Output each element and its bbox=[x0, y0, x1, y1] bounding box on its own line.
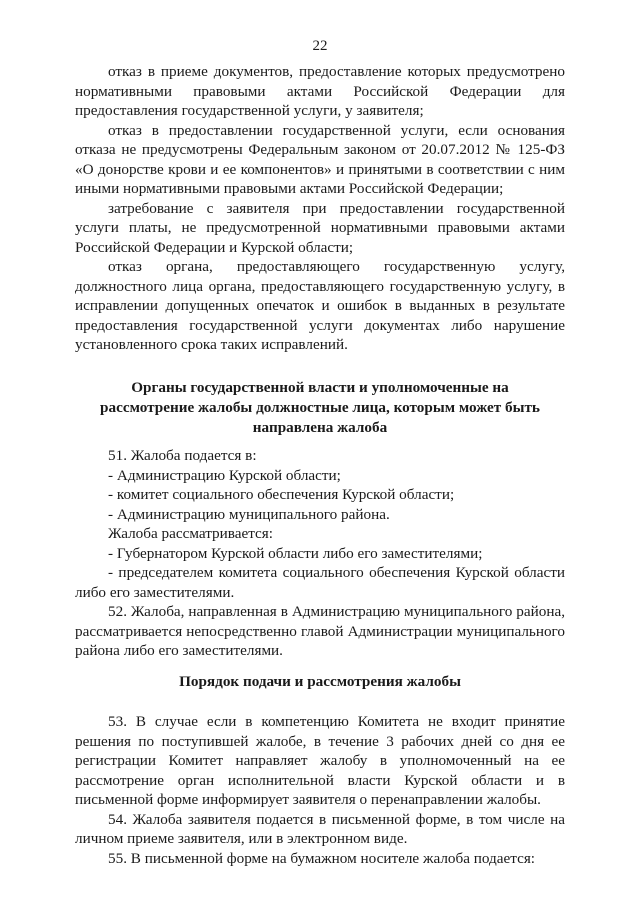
paragraph: 54. Жалоба заявителя подается в письменной форме, в том числе на личном приеме заявителя, или в электронном виде. bbox=[75, 810, 565, 847]
paragraph: 52. Жалоба, направленная в Администрацию муниципального района, рассматривается непосредственно главой Администрации муниципального района либо его заместителями. bbox=[75, 603, 565, 659]
paragraph: 51. Жалоба подается в: bbox=[108, 447, 257, 464]
heading-line: направлена жалоба bbox=[252, 419, 388, 436]
heading-line: Органы государственной власти и уполномоченные на bbox=[131, 379, 509, 396]
list-item: - Губернатором Курской области либо его заместителями; bbox=[108, 544, 483, 562]
page-number: 22 bbox=[312, 38, 328, 54]
paragraph: отказ в приеме документов, предоставление которых предусмотрено нормативными правовыми актами Российской Федерации для предоставления государственной услуги, у заявителя; bbox=[75, 63, 565, 119]
section-heading-1 bbox=[75, 378, 565, 438]
paragraph: Жалоба рассматривается: bbox=[108, 525, 273, 542]
paragraph: отказ органа, предоставляющего государственную услугу, должностного лица органа, предоставляющего государственную услугу, в исправлении допущенных опечаток и ошибок в выданных в результате предоставления государственной услуги документах либо нарушение установленного срока таких исправлений. bbox=[75, 258, 565, 353]
paragraph: 55. В письменной форме на бумажном носителе жалоба подается: bbox=[108, 849, 536, 867]
paragraph: отказ в предоставлении государственной услуги, если основания отказа не предусмотрены Федеральным законом от 20.07.2012 № 125-ФЗ «О донорстве крови и ее компонентов» и принятыми в соответствии с ним иными нормативными правовыми актами Российской Федерации; bbox=[75, 121, 565, 197]
list-item: - комитет социального обеспечения Курской области; bbox=[108, 486, 455, 503]
heading-line: Порядок подачи и рассмотрения жалобы bbox=[179, 673, 461, 690]
heading-line: рассмотрение жалобы должностные лица, которым может быть bbox=[100, 399, 540, 416]
text-block-3 bbox=[75, 712, 565, 868]
list-item: - Администрацию муниципального района. bbox=[108, 505, 390, 523]
paragraph: затребование с заявителя при предоставлении государственной услуги платы, не предусмотренной нормативными правовыми актами Российской Федерации и Курской области; bbox=[75, 199, 565, 256]
text-block-1 bbox=[75, 62, 565, 355]
text-block-2 bbox=[75, 446, 565, 661]
paragraph: 53. В случае если в компетенцию Комитета не входит принятие решения по поступившей жалобе, в течение 3 рабочих дней со дня ее регистрации Комитет направляет жалобу в уполномоченный на ее рассмотрение орган исполнительной власти Курской области и в письменной форме информирует заявителя о перенаправлении жалобы. bbox=[75, 713, 565, 808]
list-item: - Администрацию Курской области; bbox=[108, 466, 341, 484]
list-item: - председателем комитета социального обеспечения Курской области либо его заместителями. bbox=[75, 564, 565, 601]
section-heading-2 bbox=[75, 672, 565, 692]
